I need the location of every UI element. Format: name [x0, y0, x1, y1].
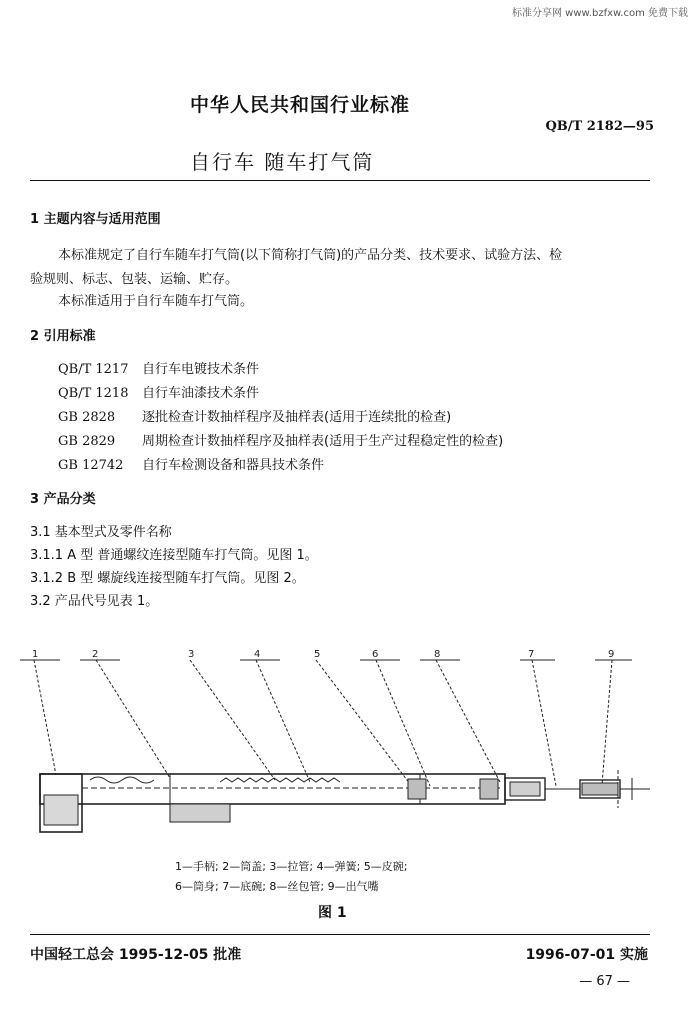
document-title: 自行车 随车打气筒 — [190, 150, 375, 174]
section-1-paragraph-1-line-2: 验规则、标志、包装、运输、贮存。 — [30, 272, 239, 287]
reference-item — [58, 382, 259, 401]
header-rule — [30, 180, 650, 181]
part-label: 4 — [254, 649, 261, 660]
reference-title: 自行车检测设备和器具技术条件 — [142, 458, 325, 473]
section-1-heading: 1 主题内容与适用范围 — [30, 212, 161, 227]
watermark: 标准分享网 www.bzfxw.com 免费下载 — [512, 8, 688, 19]
page-number: — 67 — — [579, 974, 630, 989]
clause-3-1-2: 3.1.2 B 型 螺旋线连接型随车打气筒。见图 2。 — [30, 571, 305, 586]
part-label: 6 — [372, 649, 379, 660]
clause-3-2: 3.2 产品代号见表 1。 — [30, 594, 159, 609]
part-label: 3 — [188, 649, 195, 660]
section-3-heading: 3 产品分类 — [30, 492, 96, 507]
section-1-paragraph-1-line-1: 本标准规定了自行车随车打气筒(以下简称打气筒)的产品分类、技术要求、试验方法、检 — [58, 248, 563, 263]
effective-date: 1996-07-01 实施 — [525, 947, 648, 963]
figure-caption-line-2: 6—筒身; 7—底碗; 8—丝包管; 9—出气嘴 — [175, 880, 379, 893]
issuing-organization: 中华人民共和国行业标准 — [190, 94, 411, 116]
section-2-heading: 2 引用标准 — [30, 329, 96, 344]
reference-title: 自行车油漆技术条件 — [142, 386, 260, 401]
part-label: 1 — [32, 649, 39, 660]
reference-code: GB 2828 — [58, 410, 116, 425]
part-label: 2 — [92, 649, 99, 660]
standard-code: QB/T 2182—95 — [545, 119, 654, 134]
reference-code: QB/T 1218 — [58, 386, 129, 401]
reference-code: QB/T 1217 — [58, 362, 129, 377]
clause-3-1-1: 3.1.1 A 型 普通螺纹连接型随车打气筒。见图 1。 — [30, 548, 318, 563]
clause-3-1: 3.1 基本型式及零件名称 — [30, 525, 172, 540]
reference-title: 周期检查计数抽样程序及抽样表(适用于生产过程稳定性的检查) — [142, 434, 504, 449]
reference-title: 自行车电镀技术条件 — [142, 362, 260, 377]
approval-date: 中国轻工总会 1995-12-05 批准 — [30, 947, 242, 963]
part-label: 5 — [314, 649, 321, 660]
figure-caption-line-1: 1—手柄; 2—筒盖; 3—拉管; 4—弹簧; 5—皮碗; — [175, 860, 408, 873]
part-label: 8 — [434, 649, 441, 660]
reference-code: GB 12742 — [58, 458, 124, 473]
reference-item — [58, 406, 451, 425]
part-label: 7 — [528, 649, 535, 660]
reference-item — [58, 430, 503, 449]
reference-code: GB 2829 — [58, 434, 116, 449]
reference-item — [58, 358, 259, 377]
section-1-paragraph-2: 本标准适用于自行车随车打气筒。 — [58, 294, 254, 309]
footer-rule — [30, 934, 650, 935]
part-label: 9 — [608, 649, 615, 660]
reference-title: 逐批检查计数抽样程序及抽样表(适用于连续批的检查) — [142, 410, 452, 425]
reference-item — [58, 454, 324, 473]
figure-title: 图 1 — [318, 905, 347, 921]
pump-diagram — [20, 640, 660, 840]
